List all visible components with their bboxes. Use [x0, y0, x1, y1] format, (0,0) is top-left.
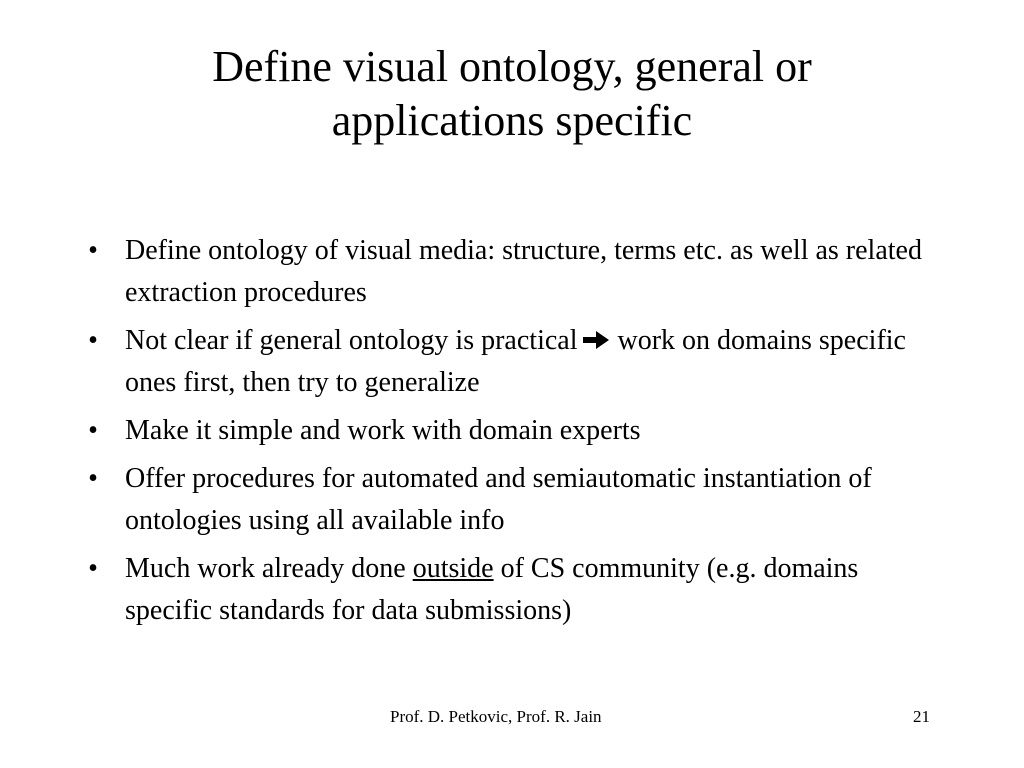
bullet-text-after-underline: of CS community (e.g. domains specific standards for data submissions) [125, 553, 859, 626]
slide-title-line-2: applications specific [331, 96, 693, 145]
bullet-text: Offer procedures for automated and semiautomatic instantiation of ontologies using all available info [125, 463, 872, 536]
bullet-marker: • [88, 553, 98, 584]
bullet-text-before-arrow: Not clear if general ontology is practical [125, 325, 578, 356]
bullet-item-1 [83, 230, 933, 314]
bullet-text: Define ontology of visual media: structure, terms etc. as well as related extraction procedures [125, 235, 922, 308]
bullet-text-before-underline: Much work already done [125, 553, 406, 584]
bullet-item-3 [83, 410, 933, 452]
slide-title-line-1: Define visual ontology, general or [212, 42, 812, 91]
footer-author: Prof. D. Petkovic, Prof. R. Jain [390, 707, 602, 726]
page-number: 21 [913, 707, 930, 726]
bullet-marker: • [88, 235, 98, 266]
bullet-item-5 [83, 548, 933, 632]
bullet-item-4 [83, 458, 933, 542]
bullet-marker: • [88, 415, 98, 446]
bullet-text: Make it simple and work with domain experts [125, 415, 641, 446]
bullet-list [83, 230, 933, 638]
underlined-word: outside [412, 553, 494, 584]
right-arrow-icon [581, 329, 611, 351]
bullet-text-after-arrow: work on domains specific ones first, then try to generalize [125, 325, 906, 398]
bullet-marker: • [88, 325, 98, 356]
bullet-marker: • [88, 463, 98, 494]
slide-title [100, 40, 924, 148]
bullet-item-2 [83, 320, 933, 404]
